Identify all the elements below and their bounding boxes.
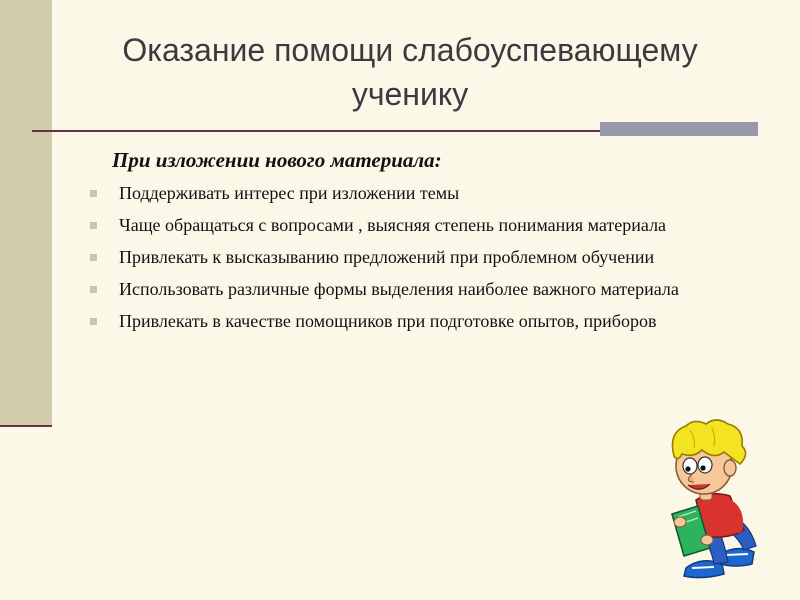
slide-subtitle: При изложении нового материала: — [112, 148, 442, 172]
bullet-item — [90, 246, 710, 268]
square-bullet-icon — [90, 254, 97, 261]
left-bar-divider — [0, 425, 52, 427]
square-bullet-icon — [90, 318, 97, 325]
title-underline — [32, 130, 600, 132]
square-bullet-icon — [90, 190, 97, 197]
square-bullet-icon — [90, 222, 97, 229]
bullet-item — [90, 310, 710, 332]
bullet-text: Использовать различные формы выделения наиболее важного материала — [119, 279, 679, 299]
slide-title: Оказание помощи слабоуспевающему ученику — [122, 32, 698, 112]
bullet-item — [90, 182, 710, 204]
square-bullet-icon — [90, 286, 97, 293]
title-accent-block — [600, 122, 758, 136]
bullet-text: Привлекать в качестве помощников при подготовке опытов, приборов — [119, 311, 657, 331]
left-decorative-bar — [0, 0, 52, 427]
bullet-list — [90, 182, 710, 342]
bullet-item — [90, 214, 710, 236]
bullet-text: Привлекать к высказыванию предложений при проблемном обучении — [119, 247, 655, 267]
bullet-text: Поддерживать интерес при изложении темы — [119, 183, 460, 203]
reading-boy-icon — [652, 418, 768, 580]
bullet-item — [90, 278, 710, 300]
bullet-text: Чаще обращаться с вопросами , выясняя степень понимания материала — [119, 215, 667, 235]
